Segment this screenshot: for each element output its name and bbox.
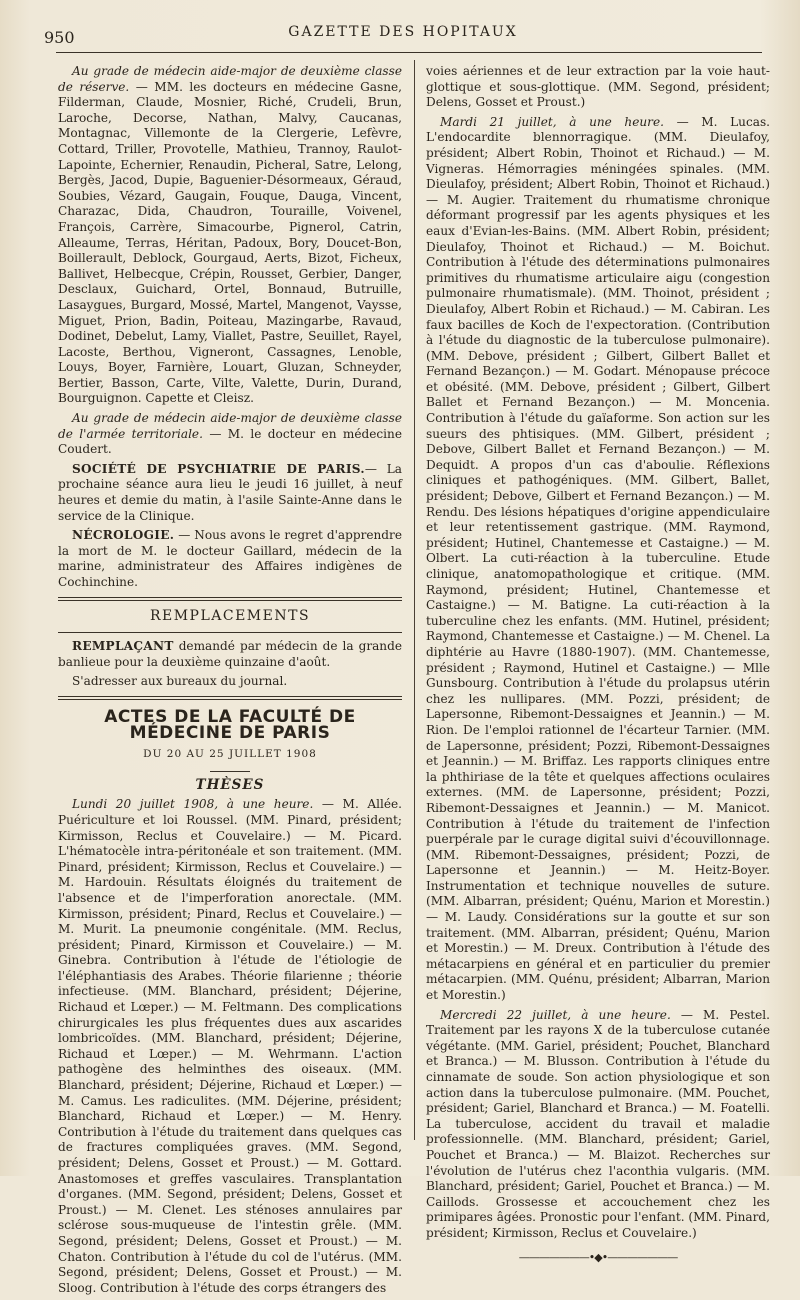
grade-reserve-names: — MM. les docteurs en médecine Gasne, Filderman, Claude, Mosnier, Riché, Crudeli, Brun, Laroche, Decorse, Nathan, Malvy, Caucanas, Montagnac, Villemonte de la Clergerie, Lefèvre, Cottard, Triller, Provotelle, Mathieu, Trannoy, Raulot-Lapointe, Echernier, Renaudin, Picheral, Satre, Lelong, Bergès, Jacod, Dupie, Baguenier-Désormeaux, Géraud, Soubies, Vézard, Gaugain, Fouque, Dauga, Vincent, Charazac, Dida, Chaudron, Touraille, Voivenel, François, Carrère, Simacourbe, Pignerol, Catrin, Alleaume, Terras, Héritan, Padoux, Bory, Doucet-Bon, Boillerault, Deblock, Gourgaud, Aerts, Bizot, Ficheux, Ballivet, Helbecque, Crépin, Rousset, Gerbier, Danger, Desclaux, Guichard, Ortel, Bonnaud, Butruille, Lasaygues, Burgard, Mossé, Martel, Mangenot, Vaysse, Miguet, Prion, Badin, Poiteau, Mazingarbe, Ravaud, Dodinet, Debelut, Lamy, Viallet, Pastre, Seuillet, Rayel, Lacoste, Berthou, Vigneront, Cassagnes, Lenoble, Louys, Boyer, Farnière, Louart, Gluzan, Schneyder, Bertier, Basson, Carte, Vilte, Valette, Durin, Durand, Bourguignon. Capette et Cleisz.	[58, 79, 402, 406]
left-column	[58, 64, 402, 1300]
journal-title: GAZETTE DES HOPITAUX	[288, 24, 518, 40]
lundi-paragraph	[58, 797, 402, 1296]
lundi-date: Lundi 20 juillet 1908, à une heure.	[72, 797, 314, 812]
necrologie-text: — Nous avons le regret d'apprendre la mort de M. le docteur Gaillard, médecin de la marine, administrateur des Affaires indigènes de Cochinchine.	[58, 528, 402, 589]
column-divider	[414, 60, 415, 1140]
remplacant-label: REMPLAÇANT	[72, 639, 174, 654]
necrologie-paragraph	[58, 528, 402, 590]
grade-reserve-paragraph	[58, 64, 402, 407]
mardi-date: Mardi 21 juillet, à une heure.	[440, 114, 664, 129]
necrologie-label: NÉCROLOGIE.	[72, 528, 175, 543]
page-number: 950	[44, 28, 75, 47]
grade-armee-paragraph	[58, 411, 402, 458]
mercredi-date: Mercredi 22 juillet, à une heure.	[440, 1007, 671, 1022]
page-header	[44, 24, 762, 48]
faculte-title: ACTES DE LA FACULTÉ DE MÉDECINE DE PARIS	[104, 706, 356, 743]
remplacant-contact: S'adresser aux bureaux du journal.	[72, 674, 288, 689]
theses-heading: THÈSES	[195, 776, 265, 793]
section-divider	[58, 696, 402, 700]
remplacements-heading: REMPLACEMENTS	[149, 607, 311, 624]
header-rule	[56, 52, 762, 53]
grade-reserve-intro: Au grade de médecin aide-major de deuxième classe de réserve.	[58, 64, 402, 94]
grade-armee-intro: Au grade de médecin aide-major de deuxième classe de l'armée territoriale.	[58, 411, 402, 441]
grade-armee-text: — M. le docteur en médecine Coudert.	[58, 426, 402, 457]
remplacant-text: demandé par médecin de la grande banlieue pour la deuxième quinzaine d'août.	[58, 639, 402, 669]
section-divider	[58, 597, 402, 601]
lundi-text: — M. Allée. Puériculture et loi Roussel. (MM. Pinard, président; Kirmisson, Reclus et Couvelaire.) — M. Picard. L'hématocèle intra-péritonéale et son traitement. (MM. Pinard, président; Kirmisson, Reclus et Couvelaire.) — M. Hardouin. Résultats éloignés du traitement de l'absence et de l'imperforation anorectale. (MM. Kirmisson, président; Pinard, Reclus et Couvelaire.) — M. Murit. La pneumonie congénitale. (MM. Reclus, président; Pinard, Kirmisson et Couvelaire.) — M. Ginebra. Contribution à l'étude de l'étiologie de l'éléphantiasis des Arabes. Théorie filarienne ; théorie infectieuse. (MM. Blanchard, président; Déjerine, Richaud et Lœper.) — M. Feltmann. Des complications chirurgicales les plus fréquentes dues aux ascarides lombricoïdes. (MM. Blanchard, président; Déjerine, Richaud et Lœper.) — M. Wehrmann. L'action pathogène des helminthes des oiseaux. (MM. Blanchard, président; Déjerine, Richaud et Lœper.) — M. Camus. Les radiculites. (MM. Déjerine, président; Blanchard, Richaud et Lœper.) — M. Henry. Contribution à l'étude du traitement dans quelques cas de fractures compliquées graves. (MM. Segond, président; Delens, Gosset et Proust.) — M. Gottard. Anastomoses et greffes vasculaires. Transplantation d'organes. (MM. Segond, président; Delens, Gosset et Proust.) — M. Clenet. Les sténoses annulaires par sclérose sous-muqueuse de l'intestin grêle. (MM. Segond, président; Delens, Gosset et Proust.) — M. Chaton. Contribution à l'étude du col de l'utérus. (MM. Segond, président; Delens, Gosset et Proust.) — M. Sloog. Contribution à l'étude des corps étrangers des	[58, 797, 402, 1295]
mardi-text: — M. Lucas. L'endocardite blennorragique. (MM. Dieulafoy, président; Albert Robin, Thoinot et Richaud.) — M. Vigneras. Hémorragies méningées spinales. (MM. Dieulafoy, président; Albert Robin, Thoinot et Richaud.) — M. Augier. Traitement du rhumatisme chronique déformant progressif par les agents physiques et les eaux d'Evian-les-Bains. (MM. Albert Robin, président; Dieulafoy, Thoinot et Richaud.) — M. Boichut. Contribution à l'étude des déterminations pulmonaires primitives du rhumatisme articulaire aigu (congestion pulmonaire rhumatismale). (MM. Thoinot, président ; Dieulafoy, Albert Robin et Richaud.) — M. Cabiran. Les faux bacilles de Koch de l'expectoration. (Contribution à l'étude du diagnostic de la tuberculose pulmonaire). (MM. Debove, président ; Gilbert, Gilbert Ballet et Fernand Bezançon.) — M. Godart. Ménopause précoce et obésité. (MM. Debove, président ; Gilbert, Gilbert Ballet et Fernand Bezançon.) — M. Moncenia. Contribution à l'étude du gaïaforme. Son action sur les sueurs des phtisiques. (MM. Gilbert, président ; Debove, Gilbert Ballet et Fernand Bezançon.) — M. Dequidt. A propos d'un cas d'aboulie. Réflexions cliniques et pathogéniques. (MM. Gilbert, Ballet, président; Debove, Gilbert et Fernand Bezançon.) — M. Rendu. Des lésions hépatiques d'origine appendiculaire et leur retentissement gastrique. (MM. Raymond, président; Hutinel, Chantemesse et Castaigne.) — M. Olbert. La cuti-réaction à la tuberculine. Etude clinique, anatomopathologique et critique. (MM. Raymond, président; Hutinel, Chantemesse et Castaigne.) — M. Batigne. La cuti-réaction à la tuberculine chez les enfants. (MM. Hutinel, président; Raymond, Chantemesse et Castaigne.) — M. Chenel. La diphtérie au Havre (1880-1907). (MM. Chantemesse, président ; Raymond, Hutinel et Castaigne.) — Mlle Gunsbourg. Contribution à l'étude du prolapsus utérin chez les nullipares. (MM. Pozzi, président; de Lapersonne, Ribemont-Dessaignes et Jeannin.) — M. Rion. De l'emploi rationnel de l'écarteur Tarnier. (MM. de Lapersonne, président; Pozzi, Ribemont-Dessaignes et Jeannin.) — M. Briffaz. Les rapports cliniques entre la phthiriase de la tête et quelques affections oculaires externes. (MM. de Lapersonne, président; Pozzi, Ribemont-Dessaignes et Jeannin.) — M. Manicot. Contribution à l'étude du traitement de l'infection puerpérale par le curage digital suivi d'écouvillonnage. (MM. Ribemont-Dessaignes, président; Pozzi, de Lapersonne et Jeannin.) — M. Heitz-Boyer. Instrumentation et technique nouvelles de suture. (MM. Albarran, président; Quénu, Marion et Morestin.) — M. Laudy. Considérations sur la goutte et sur son traitement. (MM. Albarran, président; Quénu, Marion et Morestin.) — M. Dreux. Contribution à l'étude des métacarpiens en général et en particulier du premier métacarpien. (MM. Quénu, président; Albarran, Marion et Morestin.)	[426, 114, 770, 1003]
mercredi-text: — M. Pestel. Traitement par les rayons X de la tuberculose cutanée végétante. (MM. Gariel, président; Pouchet, Blanchard et Branca.) — M. Blusson. Contribution à l'étude du cinnamate de soude. Son action physiologique et son action dans la tuberculose pulmonaire. (MM. Pouchet, président; Gariel, Blanchard et Branca.) — M. Foatelli. La tuberculose, accident du travail et maladie professionnelle. (MM. Blanchard, président; Gariel, Pouchet et Branca.) — M. Blaizot. Recherches sur l'évolution de l'utérus chez l'aconthia vulgaris. (MM. Blanchard, président; Gariel, Pouchet et Branca.) — M. Caillods. Grossesse et accouchement chez les primipares âgées. Pronostic pour l'enfant. (MM. Pinard, président; Kirmisson, Reclus et Couvelaire.)	[426, 1007, 771, 1240]
faculte-dates: DU 20 AU 25 JUILLET 1908	[143, 748, 317, 761]
continuation-paragraph: voies aériennes et de leur extraction par la voie haut-glottique et sous-glottique. (MM. Segond, président; Delens, Gosset et Proust.)	[426, 64, 770, 110]
remplacant-paragraph	[58, 639, 402, 670]
societe-label: SOCIÉTÉ DE PSYCHIATRIE DE PARIS.	[72, 461, 365, 476]
societe-text: — La prochaine séance aura lieu le jeudi 16 juillet, à neuf heures et demie du matin, à l'asile Sainte-Anne dans le service de la Clinique.	[58, 461, 402, 523]
small-rule	[210, 771, 250, 772]
societe-paragraph	[58, 462, 402, 524]
end-ornament: ———————•◆•———————	[518, 1250, 678, 1264]
heading-rule	[58, 632, 402, 633]
right-column	[426, 64, 770, 1265]
mercredi-paragraph	[426, 1008, 770, 1242]
mardi-paragraph	[426, 115, 770, 1004]
